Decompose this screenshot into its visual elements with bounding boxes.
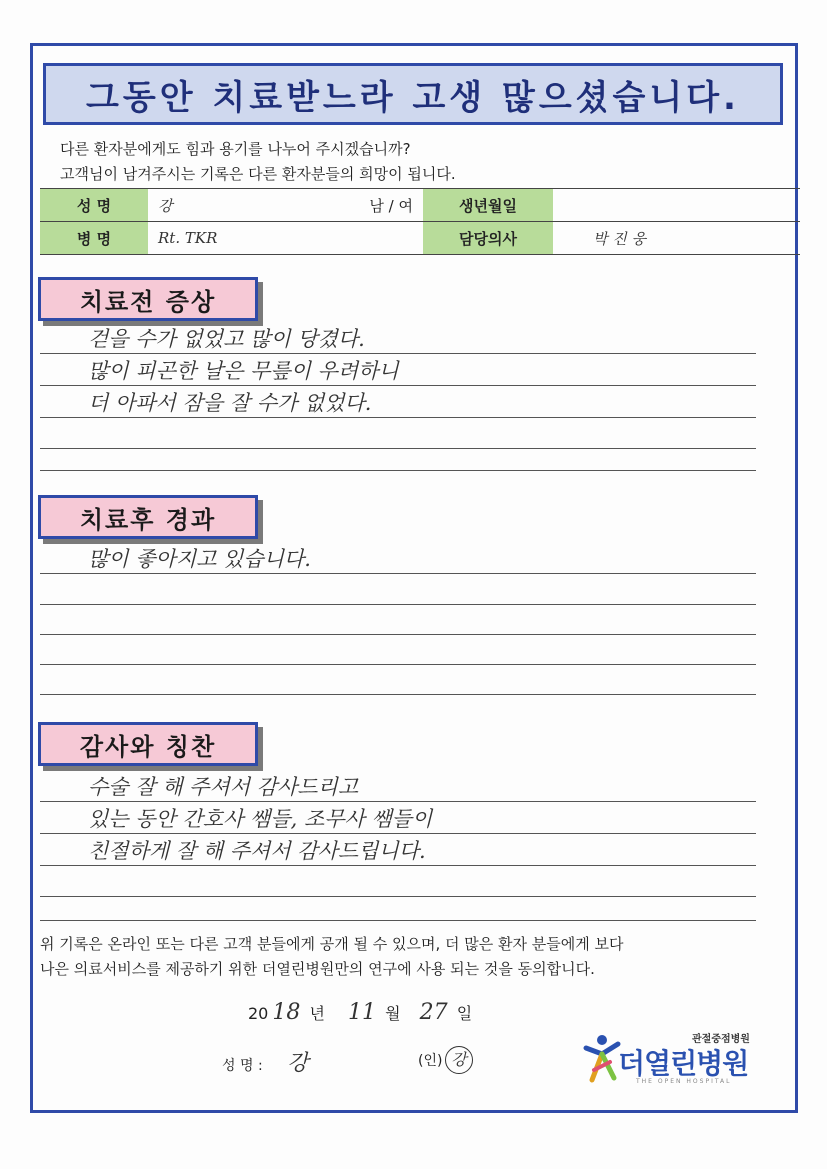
gender-selector[interactable]: 남 / 여 bbox=[343, 189, 423, 222]
thanks-line-3[interactable]: 친절하게 잘 해 주셔서 감사드립니다. bbox=[40, 834, 756, 866]
year-prefix: 20 bbox=[248, 1004, 269, 1023]
blank-ruled-line bbox=[40, 634, 756, 635]
disease-field[interactable]: Rt. TKR bbox=[148, 222, 423, 255]
blank-ruled-line bbox=[40, 664, 756, 665]
year-handwritten: 18 bbox=[272, 1000, 301, 1025]
blank-ruled-line bbox=[40, 604, 756, 605]
before-line-2[interactable]: 많이 피곤한 날은 무릎이 우려하니 bbox=[40, 354, 756, 386]
blank-ruled-line bbox=[40, 920, 756, 921]
seal-handwritten: 강 bbox=[445, 1046, 473, 1074]
consent-line-1: 위 기록은 온라인 또는 다른 고객 분들에게 공개 될 수 있으며, 더 많은 환자 분들에게 보다 bbox=[40, 935, 624, 953]
before-line-1[interactable]: 걷을 수가 없었고 많이 당겼다. bbox=[40, 322, 756, 354]
intro-line-2: 고객님이 남겨주시는 기록은 다른 환자분들의 희망이 됩니다. bbox=[60, 165, 456, 183]
hospital-logo-icon bbox=[582, 1030, 622, 1086]
intro-line-1: 다른 환자분에게도 힘과 용기를 나누어 주시겠습니까? bbox=[60, 140, 411, 158]
year-unit: 년 bbox=[309, 1004, 325, 1023]
blank-ruled-line bbox=[40, 694, 756, 695]
seal-label: (인) bbox=[418, 1053, 443, 1069]
day-handwritten: 27 bbox=[419, 1000, 448, 1025]
name-field[interactable]: 강 bbox=[148, 189, 343, 222]
doctor-field[interactable]: 박 진 웅 bbox=[553, 222, 800, 255]
signature-handwritten: 강 bbox=[287, 1051, 309, 1076]
month-handwritten: 11 bbox=[348, 1000, 377, 1025]
name-label: 성 명 bbox=[40, 189, 148, 222]
thanks-line-1[interactable]: 수술 잘 해 주셔서 감사드리고 bbox=[40, 770, 756, 802]
form-title: 그동안 치료받느라 고생 많으셨습니다. bbox=[43, 63, 783, 125]
birth-label: 생년월일 bbox=[423, 189, 553, 222]
before-treatment-heading: 치료전 증상 bbox=[38, 277, 258, 321]
disease-label: 병 명 bbox=[40, 222, 148, 255]
doctor-label: 담당의사 bbox=[423, 222, 553, 255]
after-treatment-heading: 치료후 경과 bbox=[38, 495, 258, 539]
signature-label: 성 명 : bbox=[222, 1058, 263, 1074]
blank-ruled-line bbox=[40, 448, 756, 449]
patient-info-table bbox=[40, 188, 800, 255]
blank-ruled-line bbox=[40, 470, 756, 471]
signature-seal[interactable] bbox=[418, 1046, 473, 1074]
birth-field[interactable] bbox=[553, 189, 800, 222]
day-unit: 일 bbox=[456, 1004, 473, 1023]
logo-english: THE OPEN HOSPITAL bbox=[636, 1078, 732, 1085]
after-line-1[interactable]: 많이 좋아지고 있습니다. bbox=[40, 542, 756, 574]
logo-subtitle: 관절중점병원 bbox=[692, 1034, 750, 1045]
thanks-line-2[interactable]: 있는 동안 간호사 쌤들, 조무사 쌤들이 bbox=[40, 802, 756, 834]
consent-line-2: 나은 의료서비스를 제공하기 위한 더열린병원만의 연구에 사용 되는 것을 동의합니다. bbox=[40, 960, 595, 978]
logo-name: 더열린병원 bbox=[618, 1047, 749, 1080]
before-line-3[interactable]: 더 아파서 잠을 잘 수가 없었다. bbox=[40, 386, 756, 418]
date-field[interactable] bbox=[248, 1000, 472, 1025]
month-unit: 월 bbox=[385, 1004, 401, 1023]
thanks-heading: 감사와 칭찬 bbox=[38, 722, 258, 766]
blank-ruled-line bbox=[40, 896, 756, 897]
signature-name[interactable] bbox=[222, 1046, 308, 1077]
